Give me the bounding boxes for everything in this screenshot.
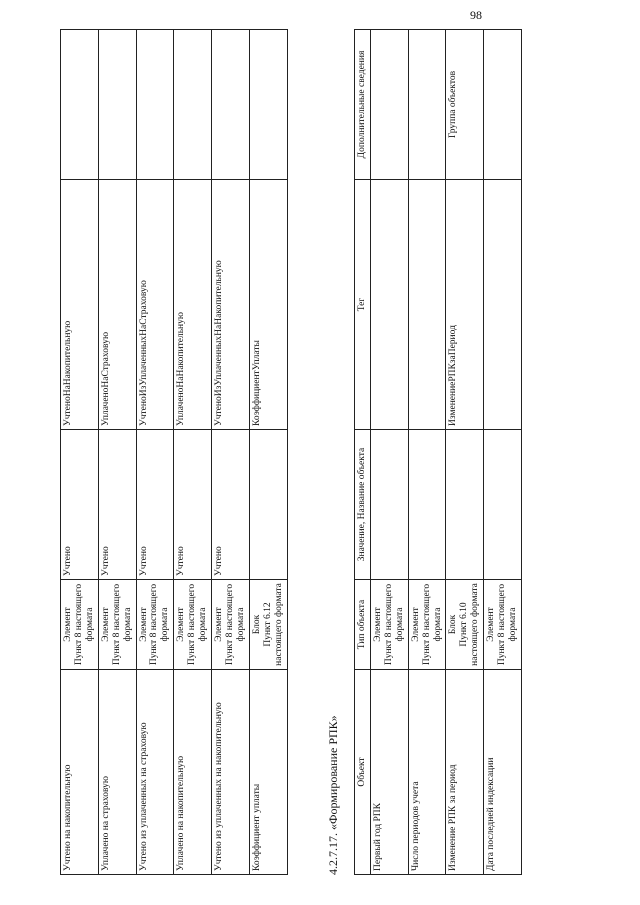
- cell-object: Учтено на накопительную: [61, 670, 99, 875]
- cell-value: [408, 430, 446, 580]
- cell-value: [446, 430, 484, 580]
- cell-type: Элемент Пункт 8 настоящего формата: [370, 580, 408, 670]
- cell-value: [484, 430, 522, 580]
- cell-tag: [484, 180, 522, 430]
- header-extra: Дополнительные сведения: [355, 30, 371, 180]
- cell-object: Уплачено на накопительную: [174, 670, 212, 875]
- table-row: [370, 30, 408, 875]
- cell-tag: УплаченоНаНакопительную: [174, 180, 212, 430]
- cell-extra: [484, 30, 522, 180]
- table-header-row: [355, 30, 371, 875]
- cell-value: Учтено: [212, 430, 250, 580]
- cell-type: Блок Пункт 6.12 настоящего формата: [249, 580, 287, 670]
- cell-tag: [370, 180, 408, 430]
- cell-tag: УплаченоНаСтраховую: [98, 180, 136, 430]
- cell-object: Число периодов учета: [408, 670, 446, 875]
- cell-object: Дата последней индексации: [484, 670, 522, 875]
- header-value: Значение, Название объекта: [355, 430, 371, 580]
- table-row: [174, 30, 212, 875]
- cell-object: Изменение РПК за период: [446, 670, 484, 875]
- cell-value: Учтено: [136, 430, 174, 580]
- table-row: [136, 30, 174, 875]
- table-continued-body: [61, 30, 288, 875]
- table-row: [408, 30, 446, 875]
- cell-extra: [370, 30, 408, 180]
- table-row: [446, 30, 484, 875]
- cell-type: Элемент Пункт 8 настоящего формата: [136, 580, 174, 670]
- table-formirovanie-rpk: [354, 29, 522, 875]
- header-type: Тип объекта: [355, 580, 371, 670]
- cell-extra: [61, 30, 99, 180]
- cell-tag: УчтеноИзУплаченныхНаСтраховую: [136, 180, 174, 430]
- cell-object: Учтено из уплаченных на накопительную: [212, 670, 250, 875]
- cell-extra: [249, 30, 287, 180]
- section-title: 4.2.7.17. «Формирование РПК»: [326, 715, 340, 875]
- cell-tag: [408, 180, 446, 430]
- table-row: [249, 30, 287, 875]
- table-row: [484, 30, 522, 875]
- table-formirovanie-rpk-body: [370, 30, 521, 875]
- cell-value: Учтено: [61, 430, 99, 580]
- cell-value: Учтено: [174, 430, 212, 580]
- cell-type: Элемент Пункт 8 настоящего формата: [174, 580, 212, 670]
- page-number: 98: [470, 8, 482, 22]
- cell-extra: [98, 30, 136, 180]
- cell-type: Элемент Пункт 8 настоящего формата: [61, 580, 99, 670]
- cell-extra: Группа объектов: [446, 30, 484, 180]
- table-row: [212, 30, 250, 875]
- cell-value: [370, 430, 408, 580]
- cell-object: Учтено из уплаченных на страховую: [136, 670, 174, 875]
- cell-type: Элемент Пункт 8 настоящего формата: [408, 580, 446, 670]
- cell-tag: ИзменениеРПКзаПериод: [446, 180, 484, 430]
- cell-extra: [174, 30, 212, 180]
- header-object: Объект: [355, 670, 371, 875]
- cell-extra: [212, 30, 250, 180]
- cell-extra: [408, 30, 446, 180]
- cell-tag: УчтеноНаНакопительную: [61, 180, 99, 430]
- cell-type: Элемент Пункт 8 настоящего формата: [98, 580, 136, 670]
- cell-type: Блок Пункт 6.10 настоящего формата: [446, 580, 484, 670]
- cell-type: Элемент Пункт 8 настоящего формата: [212, 580, 250, 670]
- cell-type: Элемент Пункт 8 настоящего формата: [484, 580, 522, 670]
- cell-object: Уплачено на страховую: [98, 670, 136, 875]
- cell-extra: [136, 30, 174, 180]
- cell-object: Первый год РПК: [370, 670, 408, 875]
- cell-value: Учтено: [98, 430, 136, 580]
- cell-tag: КоэффициентУплаты: [249, 180, 287, 430]
- cell-object: Коэффициент уплаты: [249, 670, 287, 875]
- table-row: [61, 30, 99, 875]
- cell-tag: УчтеноИзУплаченныхНаНакопительную: [212, 180, 250, 430]
- table-row: [98, 30, 136, 875]
- header-tag: Тег: [355, 180, 371, 430]
- cell-value: [249, 430, 287, 580]
- table-continued: [60, 29, 288, 875]
